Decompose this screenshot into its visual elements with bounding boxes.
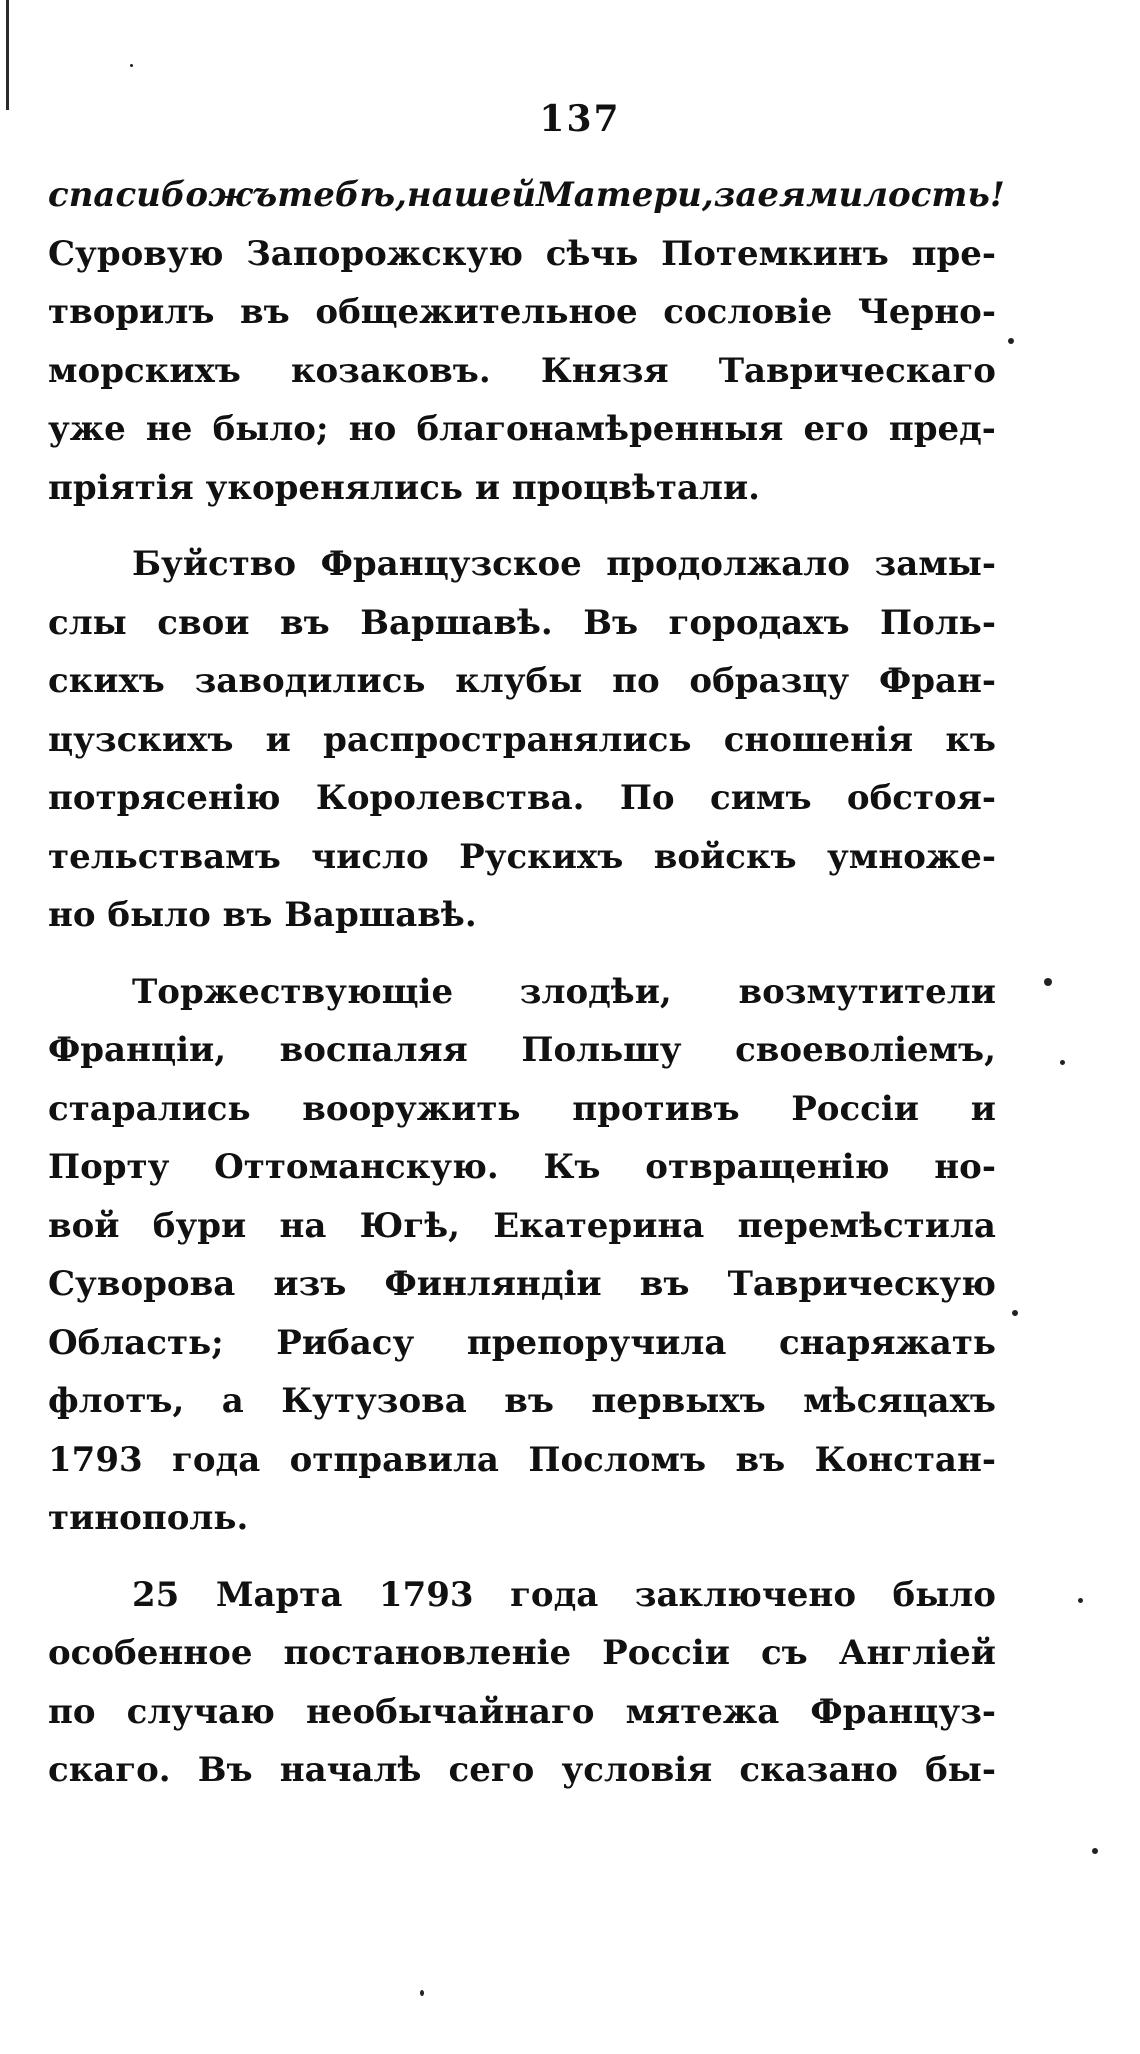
scan-edge-line [6, 0, 9, 110]
text-line: Буйство Французское продолжало замы- [132, 544, 996, 584]
text-line: тельствамъ число Рускихъ войскъ умноже- [48, 836, 996, 877]
paragraph-1 [48, 166, 1005, 517]
text-line: флотъ, а Кутузова въ первыхъ мѣсяцахъ [48, 1381, 996, 1421]
text-line: Суровую Запорожскую сѣчь Потемкинъ пре- [48, 233, 996, 274]
text-line: старались вооружить противъ Россіи и [48, 1088, 996, 1129]
scan-speck [1012, 1310, 1018, 1316]
scan-speck [1008, 338, 1014, 344]
body-text [48, 166, 1005, 1800]
text-line: пріятія укоренялись и процвѣтали. [48, 467, 761, 508]
text-line: Торжествующіе злодѣи, возмутители [132, 971, 996, 1012]
scan-speck [1078, 1598, 1083, 1603]
text-line: Суворова изъ Финляндіи въ Таврическую [48, 1264, 996, 1304]
text-line: Область; Рибасу препоручила снаряжать [48, 1322, 996, 1363]
text-line: 1793 года отправила Посломъ въ Констан- [48, 1439, 996, 1480]
text-line: Франціи, воспаляя Польшу своеволіемъ, [48, 1030, 996, 1070]
text-line: потрясенію Королевства. По симъ обстоя- [48, 778, 996, 818]
text-line: морскихъ козаковъ. Князя Таврическаго [48, 350, 996, 391]
text-line: по случаю необычайнаго мятежа Француз- [48, 1691, 996, 1732]
paragraph-3 [48, 963, 996, 1548]
text-line: цузскихъ и распространялись сношенія къ [48, 719, 996, 760]
text-line: вой бури на Югѣ, Екатерина перемѣстила [48, 1205, 996, 1246]
text-line: скихъ заводились клубы по образцу Фран- [48, 661, 996, 701]
text-line: тинополь. [48, 1498, 249, 1538]
text-line: уже не было; но благонамѣренныя его пред- [48, 409, 996, 449]
text-line: спасибожъ тебѣ, нашей Матери, за ея милость! [48, 175, 1005, 215]
page-number: 137 [539, 98, 621, 140]
scan-speck [1092, 1848, 1098, 1854]
text-line: особенное постановленіе Россіи съ Англіей [48, 1633, 996, 1673]
text-line: творилъ въ общежительное сословіе Черно- [48, 292, 996, 332]
text-line: слы свои въ Варшавѣ. Въ городахъ Поль- [48, 602, 996, 643]
text-line: Порту Оттоманскую. Къ отвращенію но- [48, 1147, 996, 1187]
text-line: но было въ Варшавѣ. [48, 895, 477, 935]
scan-speck [1044, 978, 1052, 986]
text-line: скаго. Въ началѣ сего условія сказано бы- [48, 1750, 996, 1790]
paragraph-4 [48, 1566, 996, 1800]
scan-speck [420, 1990, 424, 1996]
paragraph-2 [48, 535, 996, 945]
scan-speck [130, 64, 133, 67]
text-line: 25 Марта 1793 года заключено было [132, 1574, 996, 1615]
scan-speck [1060, 1060, 1065, 1065]
